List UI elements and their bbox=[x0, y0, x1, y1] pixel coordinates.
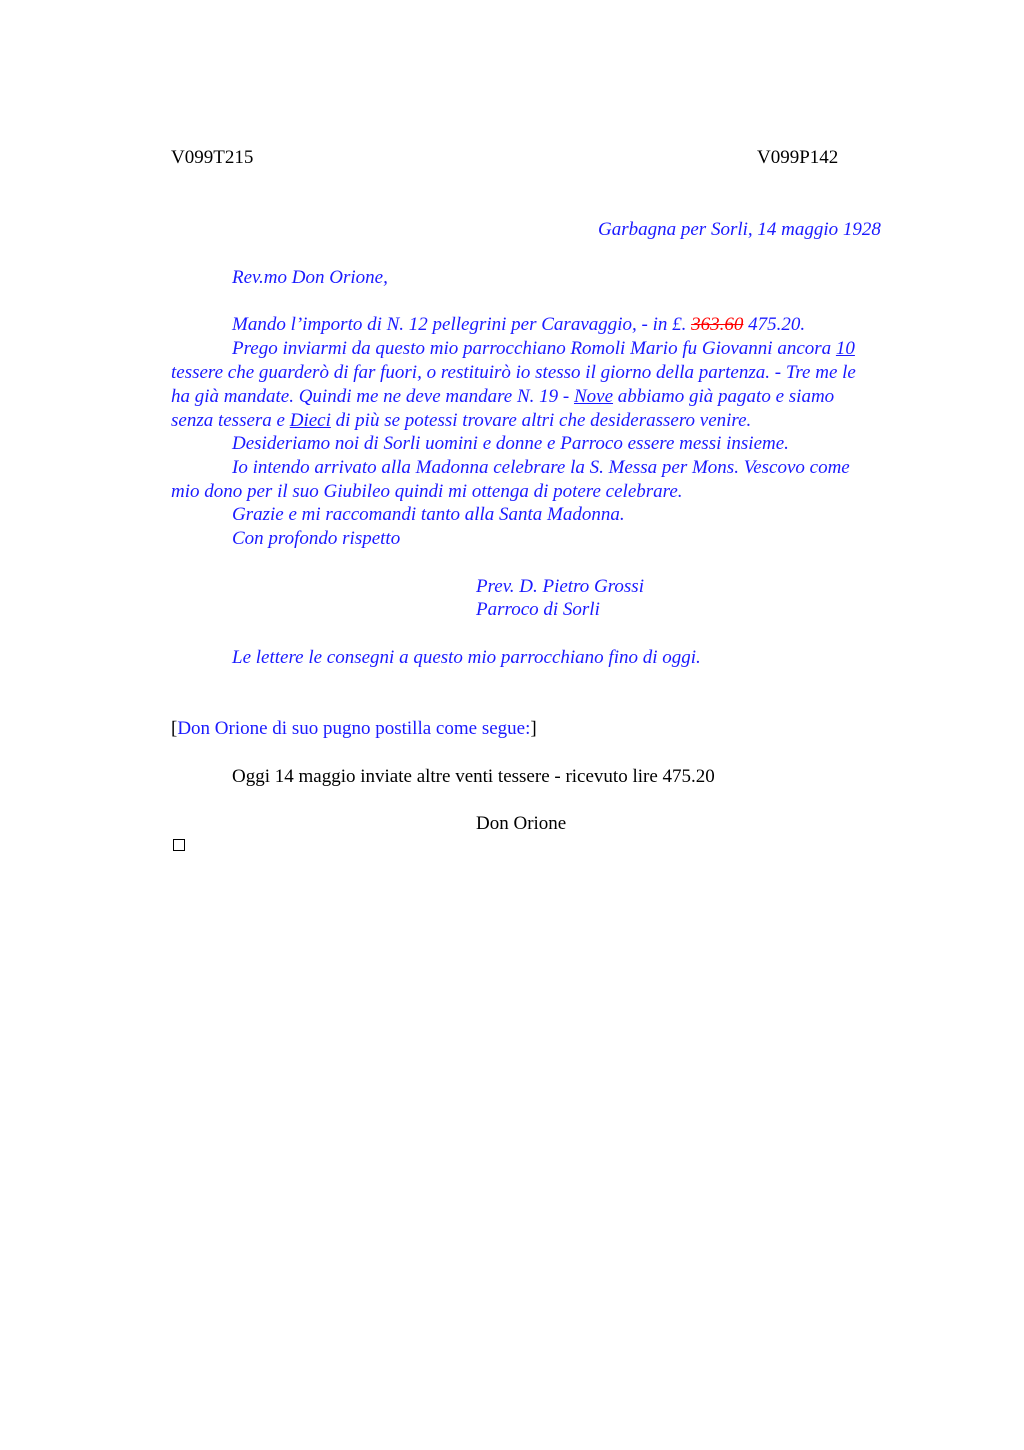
checkbox-icon bbox=[173, 839, 185, 851]
underlined-count: 10 bbox=[835, 338, 855, 359]
paragraph-amount-text-end: 475.20. bbox=[743, 314, 806, 335]
archive-code-left: V099T215 bbox=[171, 147, 254, 168]
request-text: ha già mandate. Quindi me ne deve mandare N. 19 - bbox=[171, 386, 574, 407]
paragraph-mass-line-2: mio dono per il suo Giubileo quindi mi ottenga di potere celebrare. bbox=[171, 481, 683, 502]
salutation: Rev.mo Don Orione, bbox=[232, 267, 388, 288]
paragraph-request-line-3 bbox=[171, 385, 834, 409]
paragraph-thanks: Grazie e mi raccomandi tanto alla Santa Madonna. bbox=[232, 504, 625, 525]
annotation-text: Don Orione di suo pugno postilla come segue: bbox=[177, 718, 531, 739]
note-text: Oggi 14 maggio inviate altre venti tessere - ricevuto lire 475.20 bbox=[232, 766, 715, 787]
archive-code-right: V099P142 bbox=[757, 147, 839, 168]
paragraph-request-line-2: tessere che guarderò di far fuori, o restituirò io stesso il giorno della partenza. - Tre me le bbox=[171, 362, 856, 383]
paragraph-amount bbox=[232, 313, 805, 337]
struck-amount: 363.60 bbox=[691, 314, 744, 335]
paragraph-mass-line-1: Io intendo arrivato alla Madonna celebrare la S. Messa per Mons. Vescovo come bbox=[232, 457, 850, 478]
paragraph-request-line-4 bbox=[171, 409, 751, 433]
closing: Con profondo rispetto bbox=[232, 528, 401, 549]
signature-title: Parroco di Sorli bbox=[476, 599, 600, 620]
postscript: Le lettere le consegni a questo mio parrocchiano fino di oggi. bbox=[232, 647, 701, 668]
request-text: abbiamo già pagato e siamo bbox=[613, 386, 835, 407]
bracket-close: ] bbox=[530, 718, 537, 739]
signature-name: Prev. D. Pietro Grossi bbox=[476, 576, 644, 597]
paragraph-amount-text: Mando l’importo di N. 12 pellegrini per Caravaggio, - in £. bbox=[232, 314, 692, 335]
editorial-annotation bbox=[171, 717, 537, 741]
request-text: senza tessera e bbox=[171, 410, 290, 431]
bracket-open: [ bbox=[171, 718, 178, 739]
underlined-word-nove: Nove bbox=[573, 386, 614, 407]
note-signature: Don Orione bbox=[476, 813, 567, 834]
paragraph-request-line-1 bbox=[232, 337, 855, 361]
request-text: di più se potessi trovare altri che desiderassero venire. bbox=[330, 410, 752, 431]
request-text: Prego inviarmi da questo mio parrocchiano Romoli Mario fu Giovanni ancora bbox=[232, 338, 836, 359]
paragraph-together: Desideriamo noi di Sorli uomini e donne e Parroco essere messi insieme. bbox=[232, 433, 789, 454]
place-date: Garbagna per Sorli, 14 maggio 1928 bbox=[598, 219, 881, 240]
underlined-word-dieci: Dieci bbox=[289, 410, 331, 431]
